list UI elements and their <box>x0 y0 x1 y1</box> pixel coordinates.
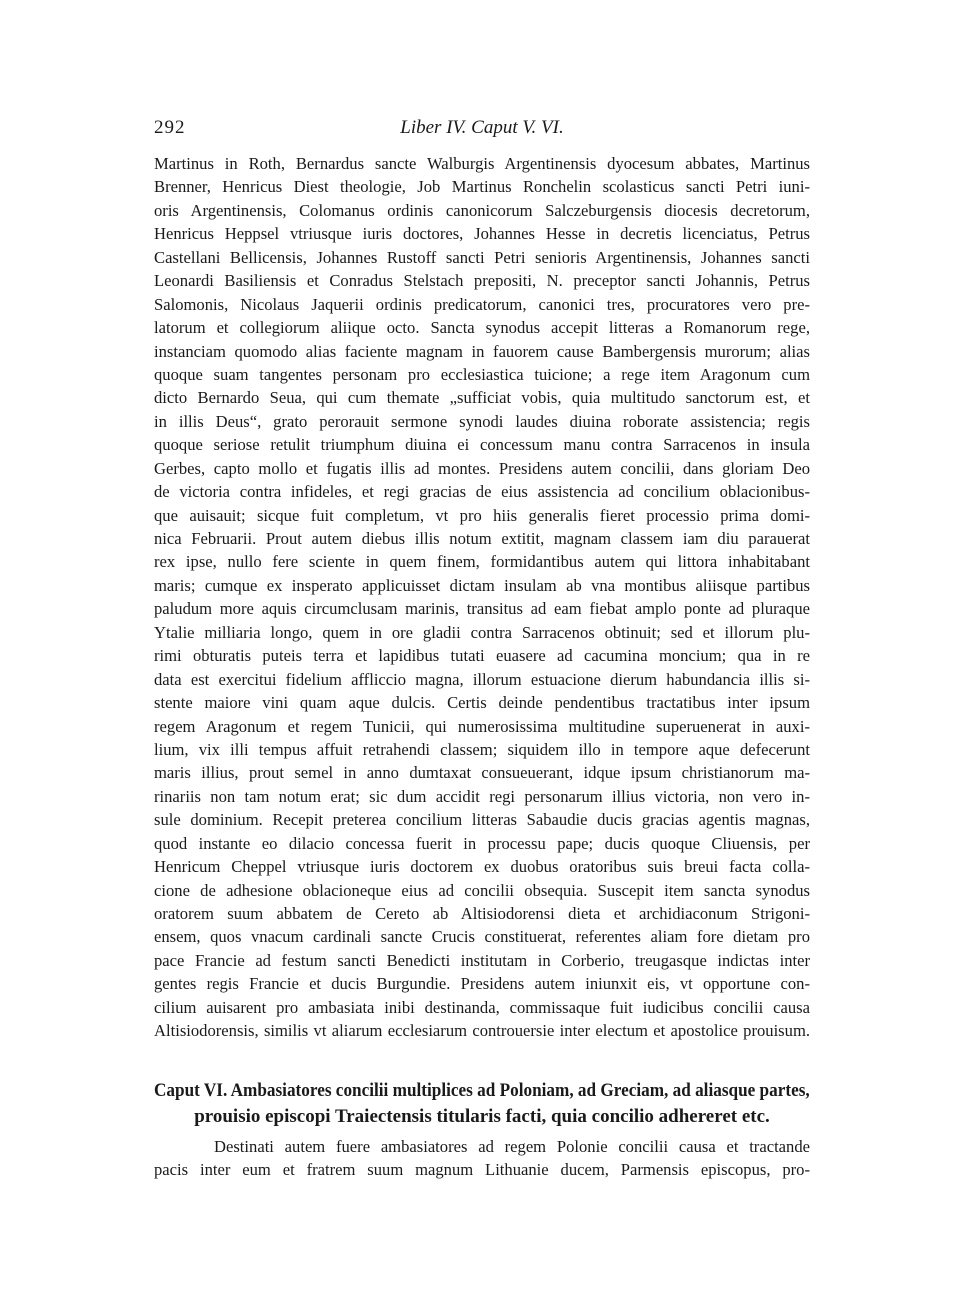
text-line: quoque seriose retulit triumphum diuina ei concessum manu contra Sarracenos in insula <box>154 435 810 455</box>
chapter-heading-line: prouisio episcopi Traiectensis titularis facti, quia concilio adhereret etc. <box>194 1106 770 1127</box>
text-line: Gerbes, capto mollo et fugatis illis ad montes. Presidens autem concilii, dans gloriam Deo <box>154 458 810 478</box>
chapter-heading-line: Caput VI. Ambasiatores concilii multiplices ad Poloniam, ad Greciam, ad aliasque partes, <box>154 1080 810 1101</box>
text-line: pacis inter eum et fratrem suum magnum Lithuanie ducem, Parmensis episcopus, pro- <box>154 1160 810 1180</box>
text-line: Castellani Bellicensis, Johannes Rustoff sancti Petri senioris Argentinensis, Johannes sancti <box>154 247 810 267</box>
text-line: cilium auisarent pro ambasiata inibi destinanda, commissaque fuit iudicibus concilii causa <box>154 997 810 1017</box>
body-text <box>154 152 810 1043</box>
text-line: dicto Bernardo Seua, qui cum themate „sufficiat vobis, quia multitudo sanctorum est, et <box>154 388 810 408</box>
text-line: Salomonis, Nicolaus Jaquerii ordinis predicatorum, canonici tres, procuratores vero pre- <box>154 294 810 314</box>
chapter-heading <box>154 1078 810 1130</box>
text-line: nica Februarii. Prout autem diebus illis notum extitit, magnam classem iam diu parauerat <box>154 529 810 548</box>
text-line: gentes regis Francie et ducis Burgundie. Presidens autem iniunxit eis, vt opportune con- <box>154 974 810 994</box>
text-line: rex ipse, nullo fere sciente in quem finem, formidantibus autem qui littora inhabitabant <box>154 552 810 572</box>
text-line: in illis Deus“, grato perorauit sermone synodi laudes diuina roborate assistencia; regis <box>154 411 810 431</box>
text-line: rinariis non tam notum erat; sic dum accidit regi personarum illius victoria, non vero in- <box>154 786 810 806</box>
text-line: stente maiore vini quam aque dulcis. Certis deinde pendentibus tractatibus inter ipsum <box>154 693 810 713</box>
text-line: lium, vix illi tempus affuit retrahendi classem; siquidem illo in tempore aque defecerunt <box>154 739 810 759</box>
text-line: instanciam quomodo alias faciente magnam in fauorem cause Bambergensis murorum; alias <box>154 341 810 361</box>
text-line: Altisiodorensis, similis vt aliarum ecclesiarum controuersie inter electum et apostolice prouisum. <box>154 1021 810 1041</box>
text-line: Martinus in Roth, Bernardus sancte Walburgis Argentinensis dyocesum abbates, Martinus <box>154 154 810 173</box>
text-line: data est exercitui fidelium affliccio magna, illorum estuacione dierum habundancia illis si- <box>154 669 810 689</box>
text-line: ensem, quos vnacum cardinali sancte Crucis constituerat, referentes aliam fore dietam pro <box>154 927 810 947</box>
text-line: oratorem suum abbatem de Cereto ab Altisiodorensi dieta et archidiaconum Strigoni- <box>154 904 810 923</box>
text-line: cione de adhesione oblacioneque eius ad concilii obsequia. Suscepit item sancta synodus <box>154 880 810 900</box>
text-line: Henricum Cheppel vtriusque iuris doctorem ex duobus oratoribus suis breui facta colla- <box>154 857 810 877</box>
text-line: Ytalie milliaria longo, quem in ore gladii contra Sarracenos obtinuit; sed et illorum plu- <box>154 622 810 642</box>
text-line: maris illius, prout semel in anno dumtaxat consueuerant, idque ipsum christianorum ma- <box>154 763 810 783</box>
text-line: Destinati autem fuere ambasiatores ad regem Polonie concilii causa et tractande <box>214 1137 810 1156</box>
text-line: Henricus Heppsel vtriusque iuris doctores, Johannes Hesse in decretis licenciatus, Petrus <box>154 224 810 244</box>
text-line: paludum more aquis circumclusam marinis, transitus ad eam fiebat amplo ponte ad pluraque <box>154 599 810 619</box>
running-title: Liber IV. Caput V. VI. <box>400 117 564 138</box>
chapter-text <box>154 1135 810 1182</box>
text-line: quoque suam tangentes personam pro ecclesiastica tuicione; a rege item Aragonum cum <box>154 364 810 384</box>
text-line: de victoria contra infideles, et regi gracias de eius assistencia ad concilium oblacionibus- <box>154 482 810 502</box>
running-head <box>154 117 810 145</box>
text-line: maris; cumque ex insperato applicuisset dictam insulam ab vna montibus aliisque partibus <box>154 575 810 595</box>
text-line: latorum et collegiorum aliique octo. Sancta synodus accepit litteras a Romanorum rege, <box>154 318 810 338</box>
text-line: Leonardi Basiliensis et Conradus Stelstach prepositi, N. preceptor sancti Johannis, Petrus <box>154 271 810 291</box>
text-line: sule dominium. Recepit preterea concilium litteras Sabaudie ducis gracias agentis magnas, <box>154 810 810 830</box>
text-line: oris Argentinensis, Colomanus ordinis canonicorum Salczeburgensis diocesis decretorum, <box>154 200 810 220</box>
text-line: rimi obturatis puteis terra et lapidibus tutati euasere ad cacumina moncium; qua in re <box>154 646 810 666</box>
text-line: Brenner, Henricus Diest theologie, Job Martinus Ronchelin scolasticus sancti Petri iuni- <box>154 177 810 197</box>
text-line: pace Francie ad festum sancti Benedicti institutam in Corberio, treugasque indictas inter <box>154 950 810 970</box>
text-line: que auisauit; sicque fuit completum, vt pro hiis generalis fieret processio prima domi- <box>154 505 810 525</box>
text-line: regem Aragonum et regem Tunicii, qui numerosissima multitudine superuenerat in auxi- <box>154 716 810 736</box>
text-line: quod instante eo dilacio concessa fuerit in processu pape; ducis quoque Cliuensis, per <box>154 833 810 853</box>
page-number: 292 <box>154 117 186 138</box>
